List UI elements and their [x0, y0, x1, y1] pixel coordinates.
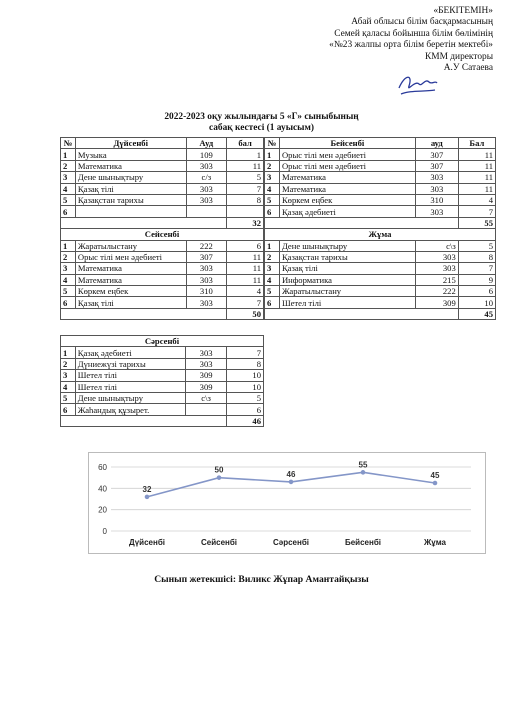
lesson-number: 4 [265, 183, 280, 194]
data-label: 50 [214, 465, 224, 475]
col-room: ауд [415, 138, 458, 149]
lesson-room: 309 [415, 297, 458, 308]
total-tuesday: 50 [227, 308, 264, 319]
day-header-row [61, 229, 264, 240]
lesson-number: 3 [265, 263, 280, 274]
col-score: бал [227, 138, 264, 149]
approval-line: А.У Сатаева [443, 63, 493, 74]
table-row [265, 297, 496, 308]
lesson-score: 6 [458, 286, 495, 297]
lesson-score: 5 [227, 172, 264, 183]
x-tick-label: Сәрсенбі [272, 538, 310, 547]
lesson-score: 8 [227, 194, 264, 205]
data-point [289, 480, 294, 485]
x-tick-label: Сейсенбі [200, 538, 238, 547]
lesson-score: 11 [227, 274, 264, 285]
col-day-monday: Дүйсенбі [75, 138, 186, 149]
lesson-subject: Қазақ тілі [75, 297, 186, 308]
lesson-subject: Жаратылыстану [279, 286, 415, 297]
lesson-number: 6 [265, 206, 280, 217]
table-row [61, 404, 264, 415]
table-row [265, 194, 496, 205]
lesson-score: 11 [458, 160, 495, 171]
lesson-number: 2 [61, 358, 76, 369]
lesson-subject: Қазақстан тарихы [75, 194, 186, 205]
director-signature [395, 70, 439, 100]
lesson-number: 1 [265, 149, 280, 160]
lesson-score: 7 [227, 347, 264, 358]
data-label: 45 [430, 471, 440, 480]
total-row [61, 308, 264, 319]
lesson-room: 222 [186, 240, 227, 251]
lesson-room: 109 [186, 149, 227, 160]
approval-line: Семей қаласы бойынша білім бөлімінің [334, 28, 493, 39]
data-point [145, 495, 150, 500]
table-header-row [265, 138, 496, 149]
lesson-score: 9 [458, 274, 495, 285]
lesson-subject: Шетел тілі [75, 381, 185, 392]
table-row [61, 183, 264, 194]
lesson-subject: Математика [279, 172, 415, 183]
table-row [61, 274, 264, 285]
lesson-number: 5 [265, 194, 280, 205]
lesson-number: 4 [61, 274, 76, 285]
data-label: 46 [286, 469, 296, 479]
lesson-room: 303 [415, 172, 458, 183]
approval-line: «№23 жалпы орта білім беретін мектебі» [329, 40, 493, 51]
class-teacher: Сынып жетекшісі: Виликс Жұпар Амантайқызы [154, 574, 369, 585]
lesson-room: 303 [415, 251, 458, 262]
x-tick-label: Бейсенбі [344, 538, 382, 547]
lesson-room: с\з [186, 392, 227, 403]
lesson-number: 2 [61, 251, 76, 262]
table-monday-tuesday [60, 137, 264, 320]
lesson-number: 2 [61, 160, 76, 171]
lesson-number: 4 [61, 183, 76, 194]
table-row [61, 251, 264, 262]
lesson-subject: Дүниежүзі тарихы [75, 358, 185, 369]
weekly-load-chart [88, 452, 486, 554]
lesson-score: 11 [458, 183, 495, 194]
lesson-number: 2 [265, 160, 280, 171]
lesson-room: 222 [415, 286, 458, 297]
lesson-subject: Қазақ әдебиеті [75, 347, 185, 358]
lesson-number: 6 [61, 404, 76, 415]
table-row [265, 206, 496, 217]
total-row [265, 217, 496, 228]
lesson-room: 303 [186, 297, 227, 308]
lesson-number: 4 [61, 381, 76, 392]
lesson-room: 303 [186, 358, 227, 369]
lesson-room: 309 [186, 381, 227, 392]
table-header-row [61, 138, 264, 149]
lesson-subject: Математика [279, 183, 415, 194]
lesson-score: 10 [227, 370, 264, 381]
data-label: 32 [142, 484, 152, 494]
lesson-score: 11 [227, 251, 264, 262]
lesson-subject: Дене шынықтыру [75, 172, 186, 183]
lesson-number: 1 [61, 149, 76, 160]
lesson-subject: Математика [75, 263, 186, 274]
day-label-tuesday: Сейсенбі [61, 229, 264, 240]
lesson-room: 303 [186, 347, 227, 358]
schedule-subtitle: сабақ кестесі (1 ауысым) [208, 123, 315, 133]
lesson-subject: Көркем еңбек [75, 286, 186, 297]
lesson-number: 5 [61, 194, 76, 205]
day-header-row [265, 229, 496, 240]
table-row [61, 392, 264, 403]
lesson-subject: Орыс тілі мен әдебиеті [75, 251, 186, 262]
table-row [265, 263, 496, 274]
table-row [61, 149, 264, 160]
table-row [61, 297, 264, 308]
table-thursday-friday [264, 137, 496, 320]
table-row [61, 160, 264, 171]
col-num: № [265, 138, 280, 149]
lesson-room: 307 [415, 160, 458, 171]
data-label: 55 [358, 460, 368, 470]
lesson-room: 307 [186, 251, 227, 262]
lesson-room: 215 [415, 274, 458, 285]
lesson-room: 303 [186, 160, 227, 171]
table-row [265, 149, 496, 160]
lesson-number: 4 [265, 274, 280, 285]
data-point [217, 475, 222, 480]
lesson-subject [75, 206, 186, 217]
lesson-room: 303 [415, 183, 458, 194]
table-row [61, 172, 264, 183]
lesson-score: 11 [458, 172, 495, 183]
y-tick-label: 20 [98, 505, 107, 515]
lesson-subject: Шетел тілі [279, 297, 415, 308]
table-row [265, 240, 496, 251]
lesson-score: 10 [227, 381, 264, 392]
lesson-subject: Қазақстан тарихы [279, 251, 415, 262]
lesson-room: 303 [186, 194, 227, 205]
data-point [361, 470, 366, 475]
lesson-number: 6 [61, 206, 76, 217]
table-row [61, 194, 264, 205]
approval-block [263, 6, 493, 74]
lesson-room: 303 [186, 263, 227, 274]
lesson-room: 307 [415, 149, 458, 160]
lesson-room: 310 [186, 286, 227, 297]
day-label-wednesday: Сәрсенбі [61, 336, 264, 347]
lesson-score: 7 [227, 297, 264, 308]
lesson-number: 3 [265, 172, 280, 183]
lesson-score: 11 [227, 263, 264, 274]
col-num: № [61, 138, 76, 149]
table-row [265, 183, 496, 194]
lesson-room: 310 [415, 194, 458, 205]
lesson-score: 4 [458, 194, 495, 205]
lesson-room: с/з [186, 172, 227, 183]
table-row [265, 160, 496, 171]
approval-line: «БЕКІТЕМІН» [433, 6, 493, 16]
total-row [265, 308, 496, 319]
lesson-room: 303 [415, 263, 458, 274]
lesson-subject: Музыка [75, 149, 186, 160]
lesson-number: 6 [265, 297, 280, 308]
lesson-score: 8 [458, 251, 495, 262]
lesson-number: 2 [265, 251, 280, 262]
table-row [265, 172, 496, 183]
lesson-room: с\з [415, 240, 458, 251]
schedule-title: 2022-2023 оқу жылындағы 5 «Г» сыныбының [164, 112, 359, 122]
lesson-score: 7 [458, 206, 495, 217]
lesson-subject: Жаһандық құзырет. [75, 404, 185, 415]
lesson-room: 303 [186, 183, 227, 194]
table-row [61, 206, 264, 217]
lesson-score: 5 [458, 240, 495, 251]
lesson-number: 1 [265, 240, 280, 251]
lesson-score: 4 [227, 286, 264, 297]
col-score: Бал [458, 138, 495, 149]
total-wednesday: 46 [227, 415, 264, 426]
x-tick-label: Дүйсенбі [129, 538, 165, 547]
lesson-score: 7 [227, 183, 264, 194]
chart-canvas [89, 453, 485, 553]
col-room: Ауд [186, 138, 227, 149]
lesson-number: 6 [61, 297, 76, 308]
lesson-room: 303 [186, 274, 227, 285]
lesson-subject: Дене шынықтыру [279, 240, 415, 251]
table-row [61, 263, 264, 274]
lesson-subject: Дене шынықтыру [75, 392, 185, 403]
lesson-room: 309 [186, 370, 227, 381]
lesson-subject: Қазақ тілі [75, 183, 186, 194]
lesson-score: 5 [227, 392, 264, 403]
lesson-number: 5 [61, 286, 76, 297]
data-point [433, 481, 438, 486]
y-tick-label: 40 [98, 484, 107, 494]
total-friday: 45 [458, 308, 495, 319]
approval-line: Абай облысы білім басқармасының [351, 17, 493, 28]
lesson-room [186, 404, 227, 415]
lesson-subject: Шетел тілі [75, 370, 185, 381]
total-row [61, 415, 264, 426]
table-row [265, 286, 496, 297]
table-row [61, 286, 264, 297]
table-row [265, 251, 496, 262]
lesson-score: 1 [227, 149, 264, 160]
lesson-number: 5 [61, 392, 76, 403]
table-row [61, 358, 264, 369]
lesson-room: 303 [415, 206, 458, 217]
y-tick-label: 60 [98, 463, 107, 472]
table-row [61, 240, 264, 251]
lesson-subject: Жаратылыстану [75, 240, 186, 251]
day-label-friday: Жұма [265, 229, 496, 240]
lesson-subject: Орыс тілі мен әдебиеті [279, 160, 415, 171]
lesson-subject: Қазақ тілі [279, 263, 415, 274]
total-monday: 32 [227, 217, 264, 228]
table-row [61, 381, 264, 392]
col-day-thursday: Бейсенбі [279, 138, 415, 149]
total-thursday: 55 [458, 217, 495, 228]
lesson-score: 11 [227, 160, 264, 171]
lesson-subject: Математика [75, 160, 186, 171]
table-row [265, 274, 496, 285]
lesson-room [186, 206, 227, 217]
day-header-row [61, 336, 264, 347]
approval-line: КММ директоры [425, 51, 493, 62]
lesson-subject: Информатика [279, 274, 415, 285]
y-tick-label: 0 [102, 527, 107, 536]
lesson-number: 5 [265, 286, 280, 297]
lesson-number: 3 [61, 263, 76, 274]
lesson-score: 8 [227, 358, 264, 369]
lesson-subject: Көркем еңбек [279, 194, 415, 205]
table-row [61, 347, 264, 358]
lesson-score [227, 206, 264, 217]
lesson-score: 10 [458, 297, 495, 308]
x-tick-label: Жұма [424, 538, 446, 547]
lesson-score: 6 [227, 240, 264, 251]
lesson-subject: Математика [75, 274, 186, 285]
table-row [61, 370, 264, 381]
lesson-number: 1 [61, 240, 76, 251]
lesson-number: 3 [61, 172, 76, 183]
lesson-score: 7 [458, 263, 495, 274]
lesson-score: 11 [458, 149, 495, 160]
table-wednesday [60, 335, 264, 427]
lesson-number: 3 [61, 370, 76, 381]
total-row [61, 217, 264, 228]
lesson-number: 1 [61, 347, 76, 358]
lesson-subject: Қазақ әдебиеті [279, 206, 415, 217]
lesson-subject: Орыс тілі мен әдебиеті [279, 149, 415, 160]
lesson-score: 6 [227, 404, 264, 415]
